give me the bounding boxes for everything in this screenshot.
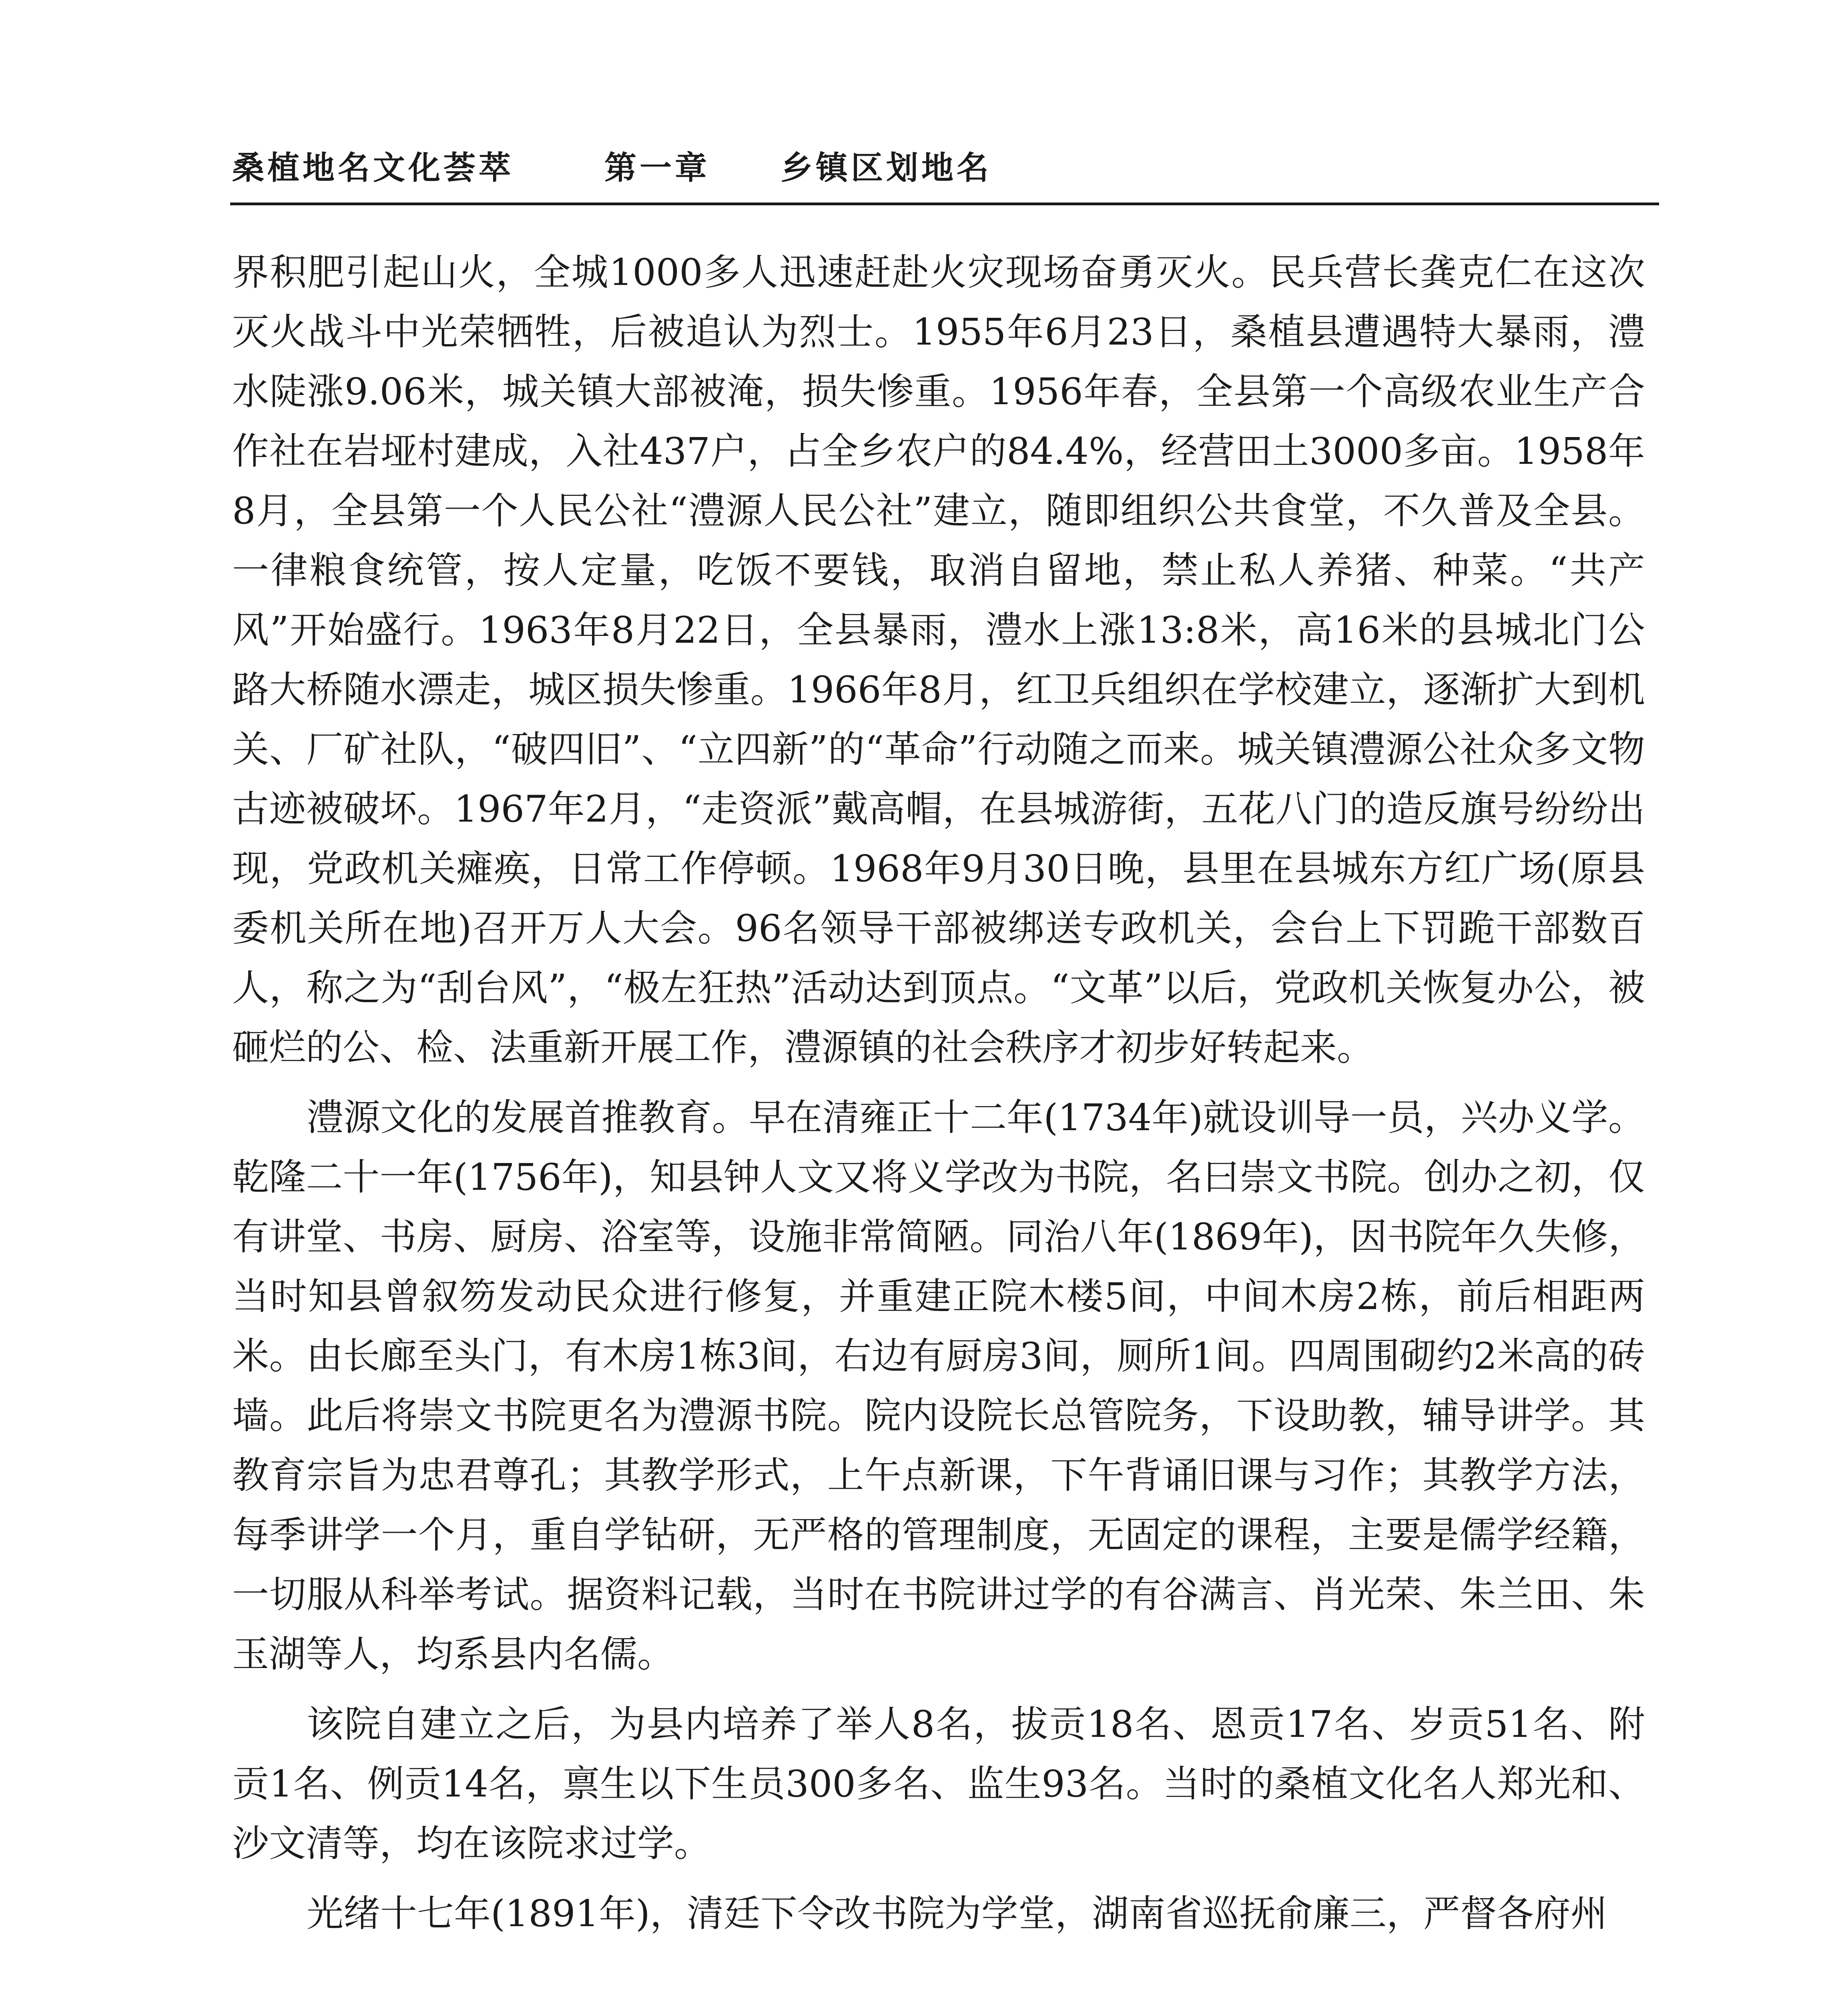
paragraph-graduates: 该院自建立之后，为县内培养了举人8名，拔贡18名、恩贡17名、岁贡51名、附贡1名、例贡14名，禀生以下生员300多名、监生93名。当时的桑植文化名人郑光和、沙文清等，均在该院求过学。 [232,1703,1645,1865]
paragraph-education: 澧源文化的发展首推教育。早在清雍正十二年(1734年)就设训导一员，兴办义学。乾隆二十一年(1756年)，知县钟人文又将义学改为书院，名曰崇文书院。创办之初，仅有讲堂、书房、厨房、浴室等，设施非常简陋。同治八年(1869年)，因书院年久失修，当时知县曾叙笏发动民众进行修复，并重建正院木楼5间，中间木房2栋，前后相距两米。由长廊至头门，有木房1栋3间，右边有厨房3间，厕所1间。四周围砌约2米高的砖墙。此后将崇文书院更名为澧源书院。院内设院长总管院务，下设助教，辅导讲学。其教育宗旨为忠君尊孔；其教学形式，上午点新课，下午背诵旧课与习作；其教学方法，每季讲学一个月，重自学钻研，无严格的管理制度，无固定的课程，主要是儒学经籍，一切服从科举考试。据资料记载，当时在书院讲过学的有谷满言、肖光荣、朱兰田、朱玉湖等人，均系县内名儒。 [232,1096,1645,1676]
paragraph-guangxu: 光绪十七年(1891年)，清廷下令改书院为学堂，湖南省巡抚俞廉三，严督各府州 [307,1892,1607,1935]
body-text [232,243,1645,1943]
paragraph-continued: 界积肥引起山火，全城1000多人迅速赶赴火灾现场奋勇灭火。民兵营长龚克仁在这次灭火战斗中光荣牺牲，后被追认为烈士。1955年6月23日，桑植县遭遇特大暴雨，澧水陡涨9.06米，城关镇大部被淹，损失惨重。1956年春，全县第一个高级农业生产合作社在岩垭村建成，入社437户，占全乡农户的84.4%，经营田土3000多亩。1958年8月，全县第一个人民公社“澧源人民公社”建立，随即组织公共食堂，不久普及全县。一律粮食统管，按人定量，吃饭不要钱，取消自留地，禁止私人养猪、种菜。“共产风”开始盛行。1963年8月22日，全县暴雨，澧水上涨13:8米，高16米的县城北门公路大桥随水漂走，城区损失惨重。1966年8月，红卫兵组织在学校建立，逐渐扩大到机关、厂矿社队，“破四旧”、“立四新”的“革命”行动随之而来。城关镇澧源公社众多文物古迹被破坏。1967年2月，“走资派”戴高帽，在县城游街，五花八门的造反旗号纷纷出现，党政机关瘫痪，日常工作停顿。1968年9月30日晚，县里在县城东方红广场(原县委机关所在地)召开万人大会。96名领导干部被绑送专政机关，会台上下罚跪干部数百人，称之为“刮台风”，“极左狂热”活动达到顶点。“文革”以后，党政机关恢复办公，被砸烂的公、检、法重新开展工作，澧源镇的社会秩序才初步好转起来。 [232,251,1645,1069]
section-title: 乡镇区划地名 [781,149,992,186]
chapter-label: 第一章 [604,149,710,186]
running-head [232,148,1657,188]
book-title: 桑植地名文化荟萃 [232,149,514,186]
header-rule [230,203,1659,205]
